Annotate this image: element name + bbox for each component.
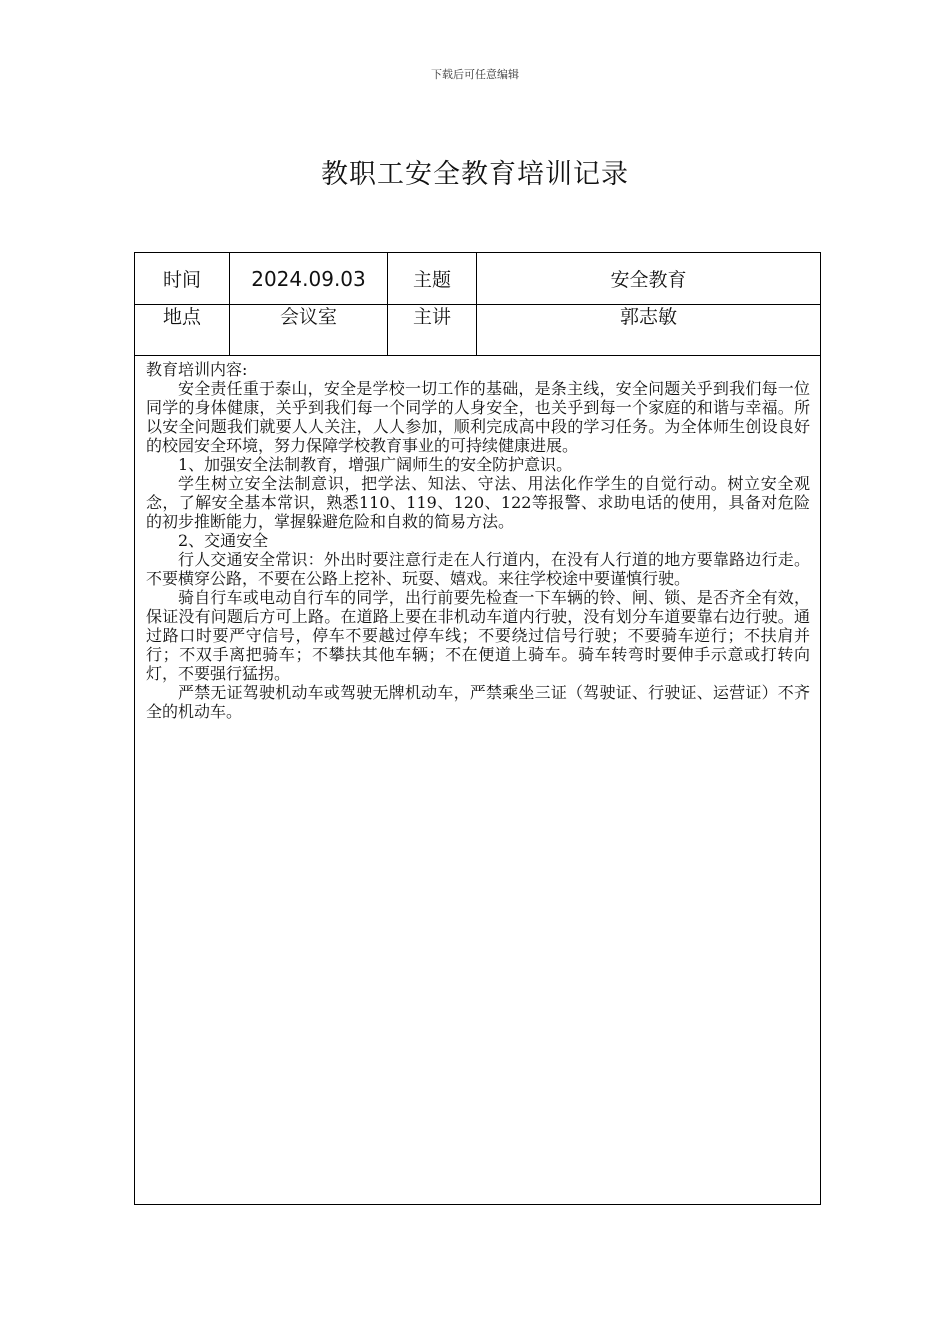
content-paragraph: 2、交通安全 [178,531,269,550]
table-row-place-speaker [135,305,820,356]
content-paragraph: 严禁无证驾驶机动车或驾驶无牌机动车，严禁乘坐三证（驾驶证、行驶证、运营证）不齐全的机动车。 [146,683,810,721]
topic-label: 主题 [388,253,477,304]
place-value: 会议室 [230,305,388,355]
content-paragraph: 安全责任重于泰山，安全是学校一切工作的基础，是条主线，安全问题关乎到我们每一位同学的身体健康，关乎到我们每一个同学的人身安全，也关乎到每一个家庭的和谐与幸福。所以安全问题我们就要人人关注，人人参加，顺利完成高中段的学习任务。为全体师生创设良好的校园安全环境，努力保障学校教育事业的可持续健康进展。 [146,379,810,455]
content-heading: 教育培训内容: [146,360,248,379]
training-content [135,356,820,721]
content-paragraph: 骑自行车或电动自行车的同学，出行前要先检查一下车辆的铃、闸、锁、是否齐全有效，保证没有问题后方可上路。在道路上要在非机动车道内行驶，没有划分车道要靠右边行驶。通过路口时要严守信号，停车不要越过停车线；不要绕过信号行驶；不要骑车逆行；不扶肩并行；不双手离把骑车；不攀扶其他车辆；不在便道上骑车。骑车转弯时要伸手示意或打转向灯，不要强行猛拐。 [146,588,810,683]
content-paragraph: 行人交通安全常识：外出时要注意行走在人行道内，在没有人行道的地方要靠路边行走。不要横穿公路，不要在公路上挖补、玩耍、嬉戏。来往学校途中要谨慎行驶。 [146,550,810,588]
place-label: 地点 [135,305,230,355]
content-paragraph: 学生树立安全法制意识，把学法、知法、守法、用法化作学生的自觉行动。树立安全观念，了解安全基本常识，熟悉110、119、120、122等报警、求助电话的使用，具备对危险的初步推断能力，掌握躲避危险和自救的简易方法。 [146,474,810,531]
speaker-value: 郭志敏 [619,306,677,328]
header-note: 下载后可任意编辑 [431,68,519,81]
content-paragraph: 1、加强安全法制教育，增强广阔师生的安全防护意识。 [178,455,573,474]
speaker-label: 主讲 [388,305,477,355]
time-label: 时间 [135,253,230,304]
time-value: 2024.09.03 [230,253,388,304]
topic-value: 安全教育 [610,269,687,291]
training-record-table [134,252,821,1205]
table-row-time-topic [135,253,820,305]
document-title: 教职工安全教育培训记录 [321,159,629,190]
